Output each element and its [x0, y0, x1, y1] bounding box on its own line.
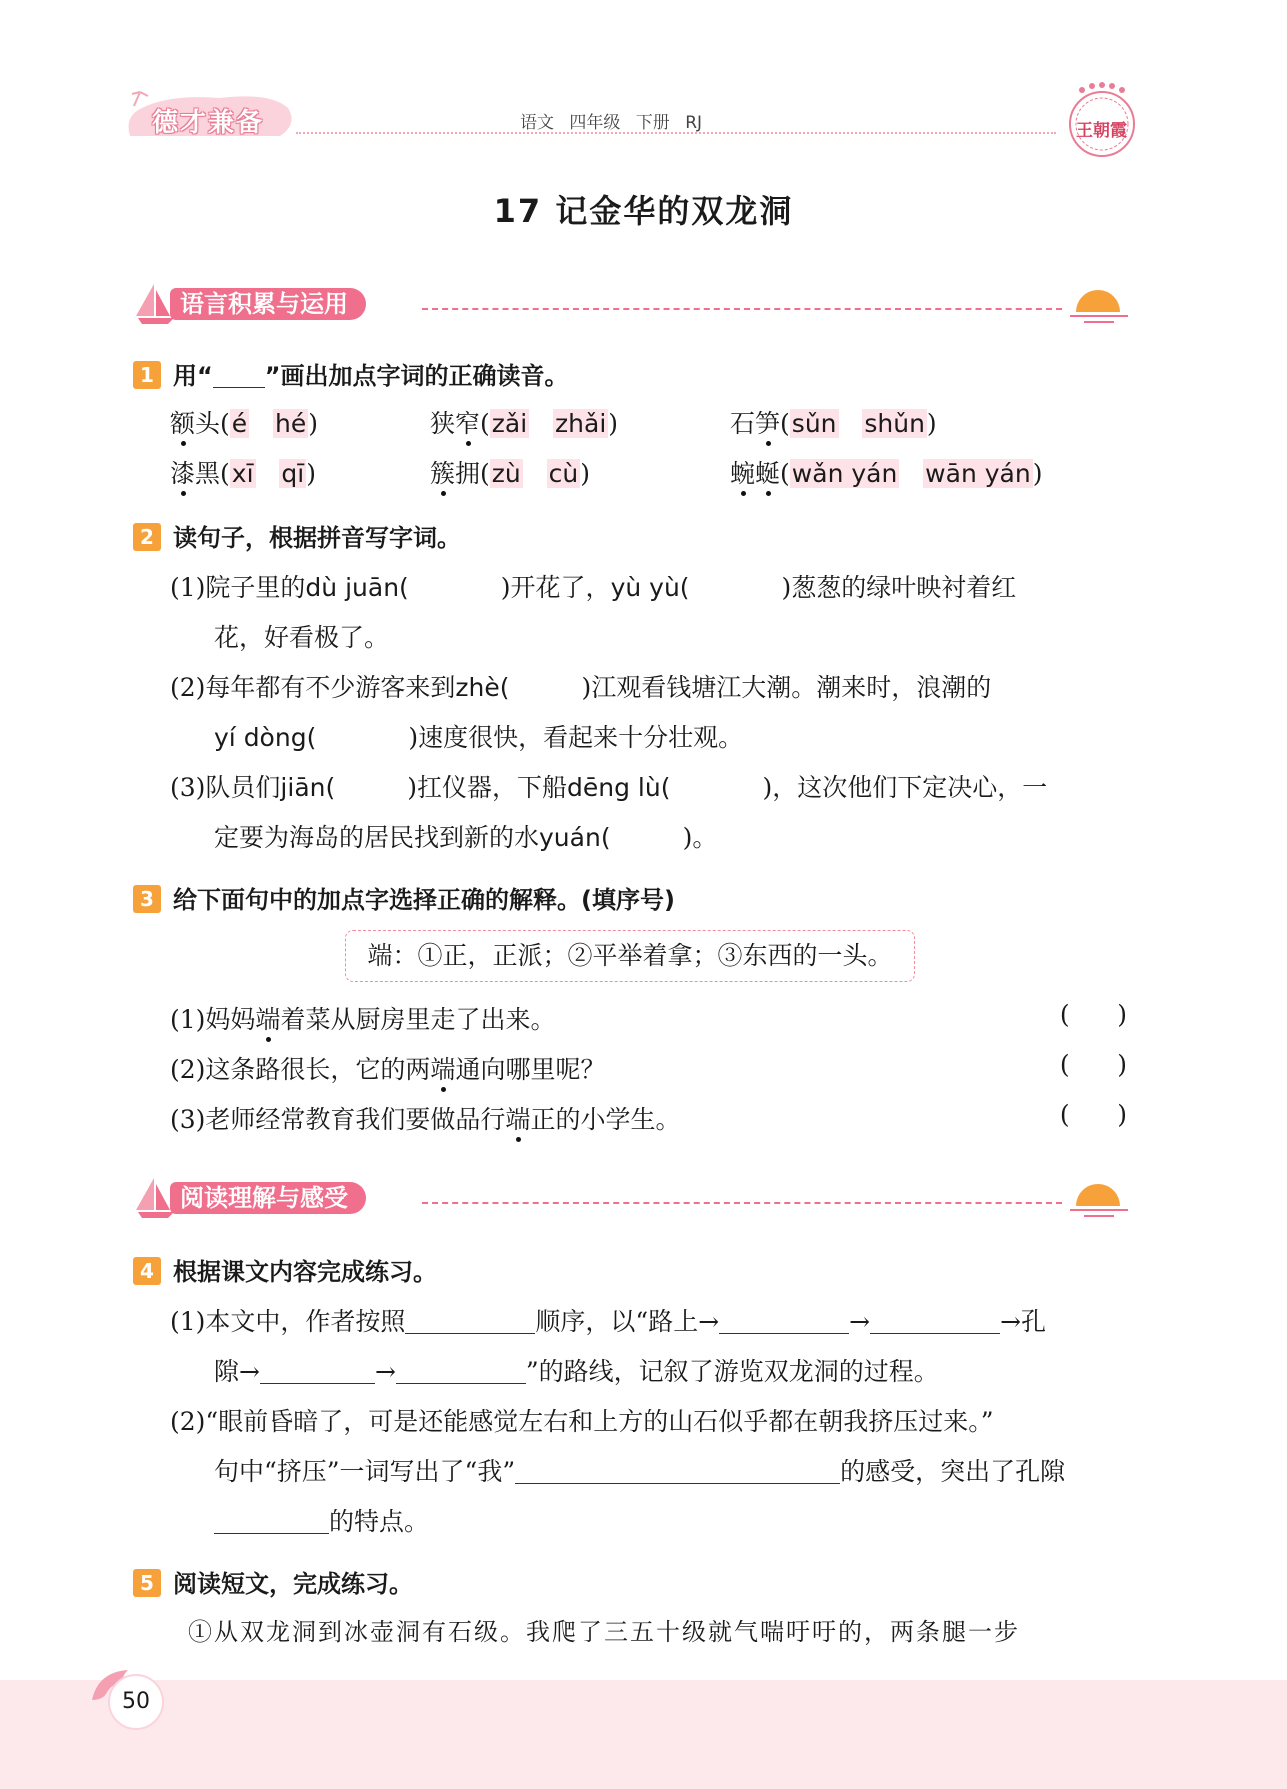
- q1-item-4: 漆黑(xī qī): [170, 459, 316, 488]
- text: →孔: [1000, 1307, 1047, 1336]
- question-1-heading: [133, 356, 569, 391]
- answer-blank[interactable]: [214, 1533, 329, 1534]
- q1-text-a: 用“: [173, 362, 213, 390]
- q1-item-2: 狭窄(zǎi zhǎi): [430, 409, 619, 438]
- answer-paren[interactable]: ( ): [1059, 1100, 1127, 1129]
- q4-heading-text: 根据课文内容完成练习。: [173, 1258, 437, 1286]
- reading-passage: ①从双龙洞到冰壶洞有石级。我爬了三五十级就气喘吁吁的，两条腿一步: [188, 1618, 1020, 1646]
- dotted-char: 簇: [430, 459, 456, 488]
- q3-item-1: [170, 1000, 555, 1036]
- text: (3)老师经常教育我们要做品行: [170, 1105, 506, 1134]
- question-2-heading: [133, 518, 461, 553]
- pinyin-option[interactable]: hé: [275, 409, 307, 438]
- pinyin: yí dòng(: [214, 723, 317, 752]
- definition-box: 端：①正，正派；②平举着拿；③东西的一头。: [345, 930, 915, 982]
- question-number: 3: [133, 885, 161, 913]
- q1-item-3: 石笋(sǔn shǔn): [730, 409, 937, 438]
- pinyin: yù yù(: [610, 573, 690, 602]
- q4-line-3: (2)“眼前昏暗了，可是还能感觉左右和上方的山石似乎都在朝我挤压过来。”: [170, 1407, 994, 1436]
- question-number: 2: [133, 523, 161, 551]
- pinyin-option[interactable]: shǔn: [864, 409, 925, 438]
- text: )开花了，: [500, 573, 611, 602]
- text: 的感受，突出了孔隙: [840, 1457, 1066, 1486]
- dotted-char: 蜒: [755, 459, 781, 488]
- pinyin-option[interactable]: zù: [491, 459, 521, 488]
- page-number: 50: [108, 1674, 164, 1730]
- q1-item-6: 蜿蜒(wǎn yán wān yán): [730, 459, 1043, 488]
- word-char: 黑: [195, 459, 221, 488]
- text: 定要为海岛的居民找到新的水: [214, 823, 540, 852]
- lesson-title: 17 记金华的双龙洞: [493, 192, 794, 230]
- question-number: 1: [133, 361, 161, 389]
- q2-line-4: [214, 718, 743, 754]
- word-char: 石: [730, 409, 756, 438]
- pinyin: dēng lù(: [567, 773, 671, 802]
- section-title-1: 语言积累与运用: [170, 288, 366, 320]
- text: 的特点。: [329, 1507, 430, 1536]
- q2-line-3: [170, 668, 991, 704]
- text: 顺序，以“路上→: [535, 1307, 720, 1336]
- text: )速度很快，看起来十分壮观。: [408, 723, 744, 752]
- answer-blank[interactable]: [405, 1333, 535, 1334]
- answer-blank[interactable]: [515, 1483, 840, 1484]
- q4-line-4: [214, 1452, 1065, 1488]
- pinyin-option[interactable]: sǔn: [791, 409, 837, 438]
- text: )扛仪器，下船: [407, 773, 567, 802]
- text: )。: [682, 823, 718, 852]
- pinyin: dù juān(: [305, 573, 409, 602]
- q2-line-5: [170, 768, 1047, 804]
- q4-line-2: [214, 1352, 939, 1388]
- dotted-char: 漆: [170, 459, 196, 488]
- text: (2)这条路很长，它的两: [170, 1055, 431, 1084]
- answer-paren[interactable]: ( ): [1059, 1050, 1127, 1079]
- q1-item-1: 额头(é hé): [170, 409, 319, 438]
- q2-heading-text: 读句子，根据拼音写字词。: [173, 524, 461, 552]
- answer-paren[interactable]: ( ): [1059, 1000, 1127, 1029]
- question-number: 5: [133, 1569, 161, 1597]
- pinyin-option[interactable]: zhǎi: [555, 409, 607, 438]
- q1-item-5: 簇拥(zù cù): [430, 459, 590, 488]
- text: )葱葱的绿叶映衬着红: [781, 573, 1017, 602]
- text: 隙→: [214, 1357, 260, 1386]
- pinyin-option[interactable]: zǎi: [491, 409, 528, 438]
- section-banner-1: [130, 282, 1130, 326]
- text: (1)院子里的: [170, 573, 306, 602]
- word-char: 头: [195, 409, 221, 438]
- answer-blank[interactable]: [260, 1383, 375, 1384]
- text: (1)本文中，作者按照: [170, 1307, 406, 1336]
- question-number: 4: [133, 1257, 161, 1285]
- subject-info: 语文 四年级 下册 RJ: [520, 113, 703, 133]
- q3-item-3: [170, 1100, 680, 1136]
- stamp-text: 王朝霞: [1076, 121, 1127, 141]
- pinyin: jiān(: [280, 773, 336, 802]
- underline-sample: [213, 387, 265, 388]
- question-4-heading: [133, 1252, 437, 1287]
- text: →: [374, 1357, 396, 1386]
- q2-line-1: [170, 568, 1016, 604]
- q5-heading-text: 阅读短文，完成练习。: [173, 1570, 413, 1598]
- sunset-icon: [1070, 282, 1130, 326]
- q4-line-5: [214, 1502, 429, 1538]
- pinyin: zhè(: [455, 673, 510, 702]
- q2-line-2: 花，好看极了。: [214, 623, 390, 652]
- text: )江观看钱塘江大潮。潮来时，浪潮的: [581, 673, 992, 702]
- text: 着菜从厨房里走了出来。: [280, 1005, 556, 1034]
- pinyin-option[interactable]: xī: [231, 459, 254, 488]
- banner-dash-line: [422, 308, 1062, 310]
- dotted-char: 端: [255, 1005, 281, 1034]
- text: 通向哪里呢？: [455, 1055, 606, 1084]
- sunset-icon: [1070, 1176, 1130, 1220]
- q4-line-1: [170, 1302, 1046, 1338]
- text: (2)每年都有不少游客来到: [170, 673, 456, 702]
- word-char: 拥: [455, 459, 481, 488]
- q1-text-b: ”画出加点字词的正确读音。: [264, 362, 569, 390]
- answer-blank[interactable]: [719, 1333, 849, 1334]
- text: 句中“挤压”一词写出了“我”: [214, 1457, 516, 1486]
- footer-band: [0, 1680, 1287, 1789]
- q3-item-2: [170, 1050, 605, 1086]
- text: (3)队员们: [170, 773, 281, 802]
- text: →: [849, 1307, 871, 1336]
- publisher-stamp: [1062, 80, 1142, 160]
- pinyin-option[interactable]: wǎn yán: [791, 459, 898, 488]
- word-char: 狭: [430, 409, 456, 438]
- pinyin-option[interactable]: wān yán: [925, 459, 1031, 488]
- pinyin-option[interactable]: é: [231, 409, 248, 438]
- banner-dash-line: [422, 1202, 1062, 1204]
- section-banner-2: [130, 1176, 1130, 1220]
- question-5-heading: [133, 1564, 413, 1599]
- dotted-char: 笋: [755, 409, 781, 438]
- text: (1)妈妈: [170, 1005, 256, 1034]
- dotted-char: 窄: [455, 409, 481, 438]
- question-3-heading: [133, 880, 675, 915]
- answer-blank[interactable]: [396, 1383, 526, 1384]
- text: )，这次他们下定决心，一: [762, 773, 1048, 802]
- section-title-2: 阅读理解与感受: [170, 1182, 366, 1214]
- q3-heading-text: 给下面句中的加点字选择正确的解释。(填序号): [173, 886, 675, 914]
- dotted-char: 蜿: [730, 459, 756, 488]
- q2-line-6: [214, 818, 717, 854]
- answer-blank[interactable]: [870, 1333, 1000, 1334]
- text: ”的路线，记叙了游览双龙洞的过程。: [525, 1357, 939, 1386]
- pinyin: yuán(: [539, 823, 611, 852]
- text: 正的小学生。: [530, 1105, 681, 1134]
- dotted-char: 额: [170, 409, 196, 438]
- dotted-char: 端: [505, 1105, 531, 1134]
- pinyin-option[interactable]: cù: [548, 459, 579, 488]
- pinyin-option[interactable]: qī: [281, 459, 305, 488]
- brand-logo: [120, 86, 296, 144]
- logo-text: 德才兼备: [152, 108, 265, 138]
- dotted-char: 端: [430, 1055, 456, 1084]
